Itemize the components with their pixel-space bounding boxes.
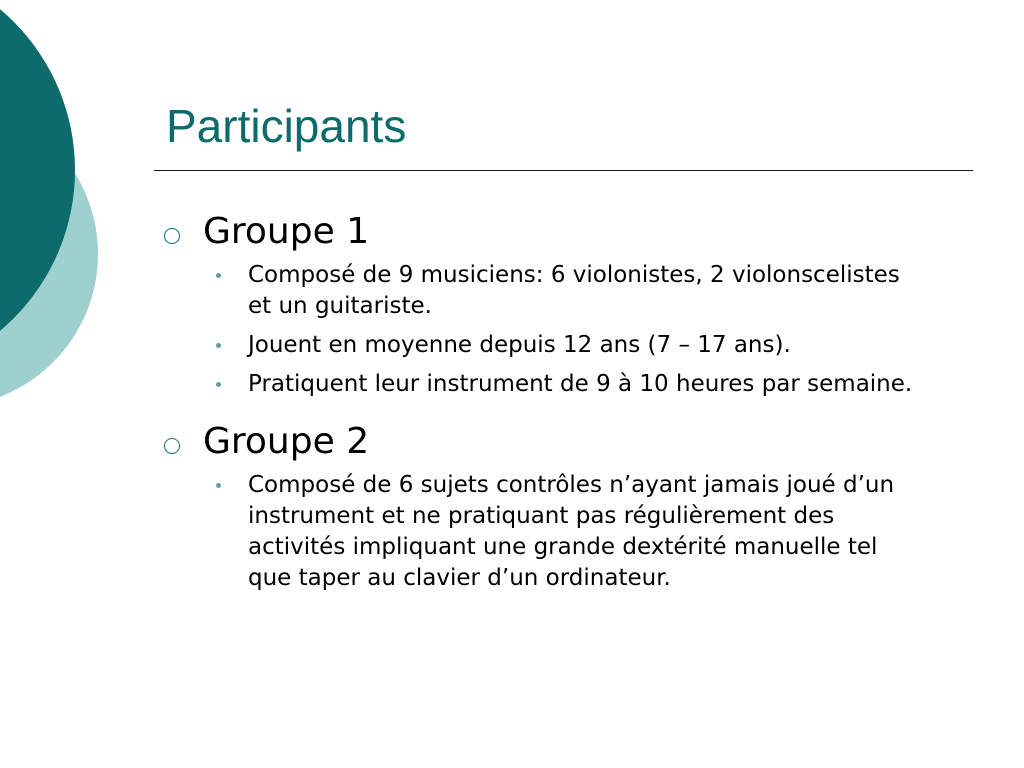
list-item: [203, 260, 964, 322]
list-item-text: Pratiquent leur instrument de 9 à 10 heures par semaine.: [248, 371, 913, 397]
decorative-circles: [0, 0, 110, 420]
dot-bullet-icon: [216, 483, 221, 488]
slide-content: [164, 208, 964, 602]
title-divider: [154, 170, 973, 171]
list-item: [203, 369, 964, 400]
list-item-text: Composé de 6 sujets contrôles n’ayant jamais joué d’un instrument et ne pratiquant pas régulièrement des activités impliquant une grande dextérité manuelle tel que taper au clavier d’un ordinateur.: [248, 472, 895, 591]
group-2-items: [203, 470, 964, 594]
group-1: [164, 208, 964, 408]
dot-bullet-icon: [216, 273, 221, 278]
group-1-title: Groupe 1: [203, 211, 370, 252]
ring-bullet-icon: [164, 438, 180, 454]
group-2: [164, 418, 964, 602]
group-2-title: Groupe 2: [203, 421, 370, 462]
list-item: [203, 330, 964, 361]
list-item: [203, 470, 964, 594]
list-item-text: Jouent en moyenne depuis 12 ans (7 – 17 ans).: [248, 332, 791, 358]
group-1-items: [203, 260, 964, 400]
slide-title: Participants: [166, 100, 407, 152]
ring-bullet-icon: [164, 228, 180, 244]
dot-bullet-icon: [216, 382, 221, 387]
list-item-text: Composé de 9 musiciens: 6 violonistes, 2 violonscelistes et un guitariste.: [248, 262, 900, 319]
dot-bullet-icon: [216, 343, 221, 348]
